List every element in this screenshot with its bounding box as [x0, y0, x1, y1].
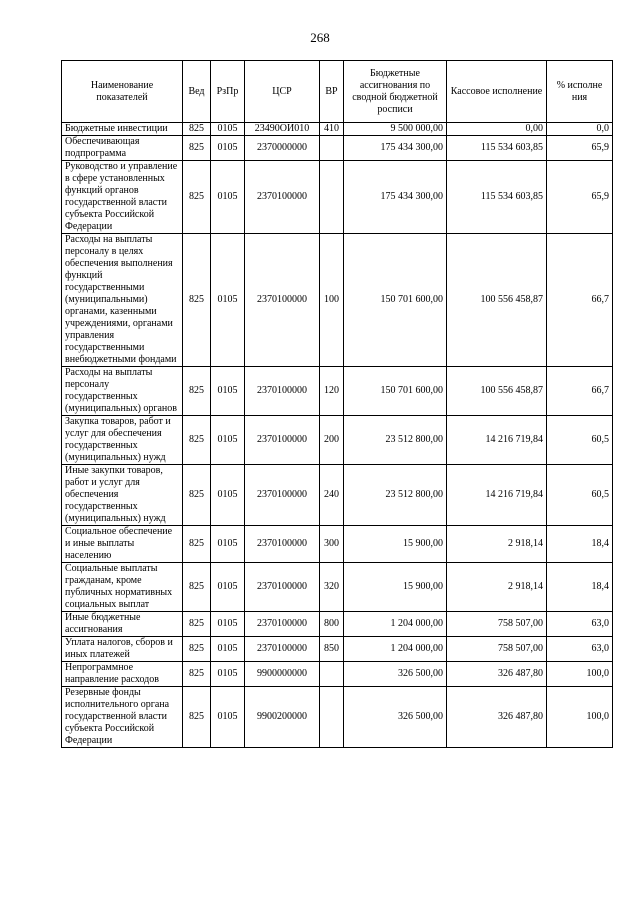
table-row [62, 465, 613, 526]
cell-ved: 825 [183, 563, 211, 612]
cell-ved: 825 [183, 367, 211, 416]
cell-assignment: 23 512 800,00 [344, 465, 447, 526]
header-vr: ВР [320, 61, 344, 123]
cell-vr: 800 [320, 612, 344, 637]
cell-assignment: 1 204 000,00 [344, 637, 447, 662]
cell-execution: 0,00 [447, 123, 547, 136]
cell-percent: 18,4 [547, 563, 613, 612]
cell-percent: 66,7 [547, 234, 613, 367]
cell-assignment: 326 500,00 [344, 662, 447, 687]
cell-name: Руководство и управление в сфере установленных функций органов государственной власти субъекта Российской Федерации [62, 161, 183, 234]
cell-vr: 300 [320, 526, 344, 563]
cell-vr [320, 662, 344, 687]
cell-execution: 2 918,14 [447, 526, 547, 563]
cell-assignment: 23 512 800,00 [344, 416, 447, 465]
cell-name: Иные закупки товаров, работ и услуг для обеспечения государственных (муниципальных) нужд [62, 465, 183, 526]
cell-vr: 200 [320, 416, 344, 465]
cell-vr: 240 [320, 465, 344, 526]
cell-ved: 825 [183, 662, 211, 687]
cell-csr: 2370100000 [245, 612, 320, 637]
cell-csr: 2370100000 [245, 367, 320, 416]
table-row [62, 612, 613, 637]
cell-execution: 14 216 719,84 [447, 465, 547, 526]
cell-vr: 100 [320, 234, 344, 367]
table-row [62, 416, 613, 465]
cell-percent: 63,0 [547, 612, 613, 637]
cell-vr [320, 136, 344, 161]
header-name: Наименование показателей [62, 61, 183, 123]
cell-name: Бюджетные инвестиции [62, 123, 183, 136]
cell-name: Непрограммное направление расходов [62, 662, 183, 687]
cell-execution: 758 507,00 [447, 612, 547, 637]
cell-ved: 825 [183, 234, 211, 367]
header-csr: ЦСР [245, 61, 320, 123]
cell-csr: 9900200000 [245, 687, 320, 748]
cell-ved: 825 [183, 637, 211, 662]
cell-assignment: 326 500,00 [344, 687, 447, 748]
cell-rzpr: 0105 [211, 161, 245, 234]
cell-assignment: 15 900,00 [344, 526, 447, 563]
budget-table [61, 60, 613, 748]
cell-name: Закупка товаров, работ и услуг для обеспечения государственных (муниципальных) нужд [62, 416, 183, 465]
cell-percent: 100,0 [547, 687, 613, 748]
cell-vr: 320 [320, 563, 344, 612]
cell-rzpr: 0105 [211, 234, 245, 367]
header-rzpr: РзПр [211, 61, 245, 123]
cell-ved: 825 [183, 687, 211, 748]
cell-csr: 2370100000 [245, 526, 320, 563]
cell-csr: 9900000000 [245, 662, 320, 687]
cell-ved: 825 [183, 612, 211, 637]
cell-percent: 65,9 [547, 161, 613, 234]
cell-csr: 2370100000 [245, 637, 320, 662]
cell-percent: 60,5 [547, 465, 613, 526]
cell-name: Расходы на выплаты персоналу государственных (муниципальных) органов [62, 367, 183, 416]
cell-csr: 2370100000 [245, 234, 320, 367]
table-body [62, 123, 613, 748]
header-cash-execution: Кассовое исполнение [447, 61, 547, 123]
cell-execution: 2 918,14 [447, 563, 547, 612]
cell-rzpr: 0105 [211, 465, 245, 526]
cell-assignment: 1 204 000,00 [344, 612, 447, 637]
cell-name: Обеспечивающая подпрограмма [62, 136, 183, 161]
cell-name: Иные бюджетные ассигнования [62, 612, 183, 637]
cell-percent: 0,0 [547, 123, 613, 136]
cell-vr: 410 [320, 123, 344, 136]
table-row [62, 367, 613, 416]
table-row [62, 234, 613, 367]
cell-csr: 2370100000 [245, 563, 320, 612]
table-row [62, 687, 613, 748]
cell-percent: 65,9 [547, 136, 613, 161]
cell-ved: 825 [183, 161, 211, 234]
cell-ved: 825 [183, 416, 211, 465]
cell-vr [320, 161, 344, 234]
cell-csr: 23490ОИ010 [245, 123, 320, 136]
table-row [62, 637, 613, 662]
cell-rzpr: 0105 [211, 526, 245, 563]
cell-percent: 100,0 [547, 662, 613, 687]
header-percent: % исполне ния [547, 61, 613, 123]
cell-rzpr: 0105 [211, 367, 245, 416]
table-row [62, 563, 613, 612]
cell-rzpr: 0105 [211, 637, 245, 662]
page-number: 268 [310, 30, 330, 45]
cell-percent: 66,7 [547, 367, 613, 416]
cell-ved: 825 [183, 136, 211, 161]
cell-name: Уплата налогов, сборов и иных платежей [62, 637, 183, 662]
cell-rzpr: 0105 [211, 687, 245, 748]
cell-rzpr: 0105 [211, 612, 245, 637]
header-ved: Вед [183, 61, 211, 123]
cell-csr: 2370100000 [245, 416, 320, 465]
cell-csr: 2370100000 [245, 465, 320, 526]
cell-rzpr: 0105 [211, 563, 245, 612]
cell-vr [320, 687, 344, 748]
cell-percent: 60,5 [547, 416, 613, 465]
cell-name: Социальное обеспечение и иные выплаты населению [62, 526, 183, 563]
cell-rzpr: 0105 [211, 416, 245, 465]
cell-execution: 326 487,80 [447, 687, 547, 748]
cell-assignment: 150 701 600,00 [344, 367, 447, 416]
cell-percent: 63,0 [547, 637, 613, 662]
cell-execution: 326 487,80 [447, 662, 547, 687]
cell-csr: 2370000000 [245, 136, 320, 161]
cell-execution: 100 556 458,87 [447, 234, 547, 367]
cell-assignment: 175 434 300,00 [344, 136, 447, 161]
cell-name: Расходы на выплаты персоналу в целях обеспечения выполнения функций государственными (муниципальными) органами, казенными учреждениями, органами управления государственными внебюджетными фондами [62, 234, 183, 367]
cell-assignment: 15 900,00 [344, 563, 447, 612]
cell-ved: 825 [183, 123, 211, 136]
cell-execution: 14 216 719,84 [447, 416, 547, 465]
cell-execution: 758 507,00 [447, 637, 547, 662]
cell-vr: 120 [320, 367, 344, 416]
table-header-row [62, 61, 613, 123]
cell-rzpr: 0105 [211, 662, 245, 687]
cell-execution: 115 534 603,85 [447, 161, 547, 234]
table-row [62, 161, 613, 234]
cell-csr: 2370100000 [245, 161, 320, 234]
cell-percent: 18,4 [547, 526, 613, 563]
cell-execution: 115 534 603,85 [447, 136, 547, 161]
table-row [62, 123, 613, 136]
header-assignments: Бюджетные ассигнования по сводной бюджетной росписи [344, 61, 447, 123]
cell-vr: 850 [320, 637, 344, 662]
cell-assignment: 9 500 000,00 [344, 123, 447, 136]
cell-name: Социальные выплаты гражданам, кроме публичных нормативных социальных выплат [62, 563, 183, 612]
table-row [62, 136, 613, 161]
table-row [62, 526, 613, 563]
cell-execution: 100 556 458,87 [447, 367, 547, 416]
cell-rzpr: 0105 [211, 123, 245, 136]
cell-assignment: 150 701 600,00 [344, 234, 447, 367]
cell-rzpr: 0105 [211, 136, 245, 161]
cell-ved: 825 [183, 465, 211, 526]
cell-ved: 825 [183, 526, 211, 563]
cell-name: Резервные фонды исполнительного органа государственной власти субъекта Российской Федерации [62, 687, 183, 748]
table-row [62, 662, 613, 687]
cell-assignment: 175 434 300,00 [344, 161, 447, 234]
